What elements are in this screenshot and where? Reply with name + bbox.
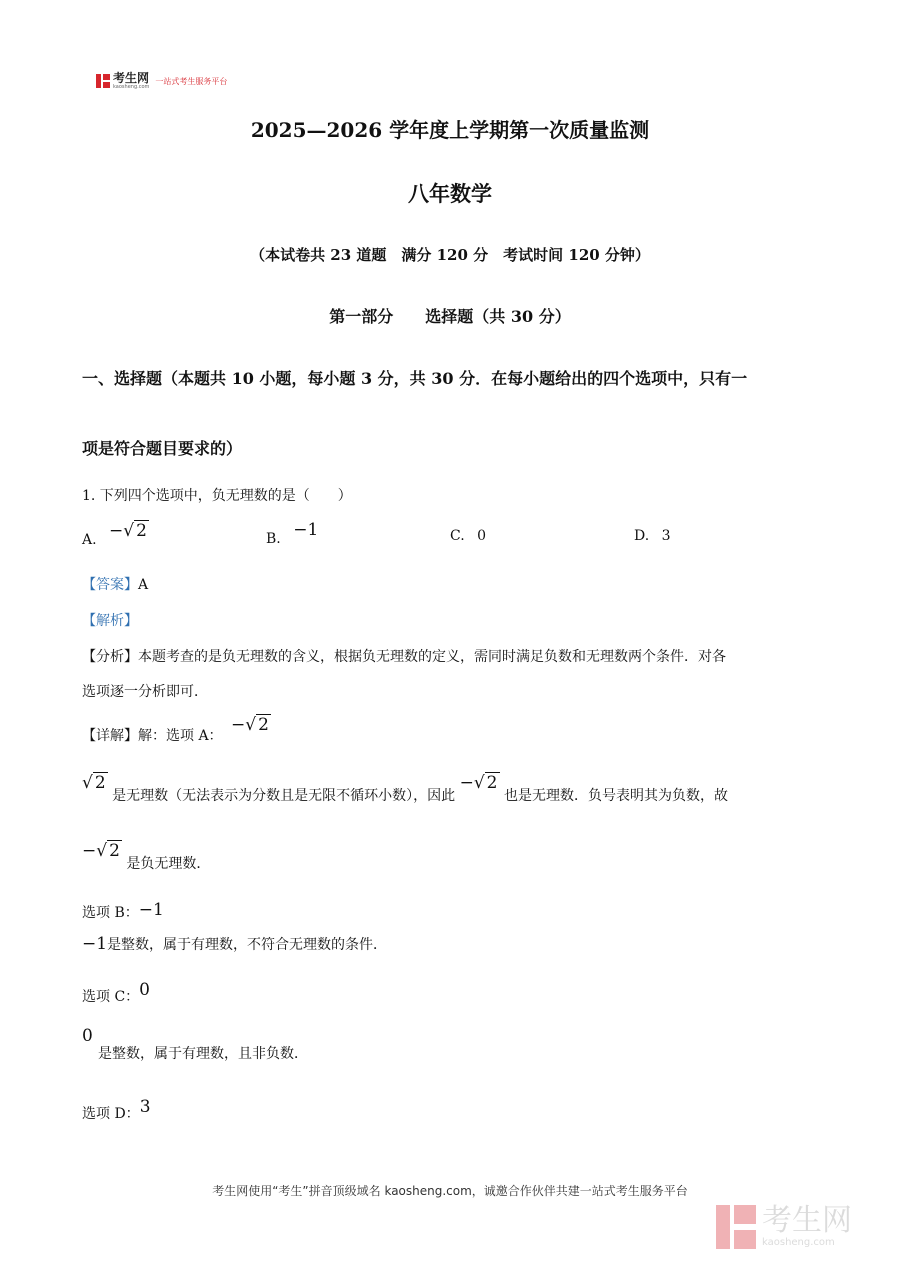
exam-info: （本试卷共 23 道题 满分 120 分 考试时间 120 分钟） <box>250 246 650 264</box>
logo-tagline: 一站式考生服务平台 <box>155 76 228 86</box>
b-value: −1 <box>138 900 164 920</box>
analysis-tag: 【解析】 <box>82 613 138 629</box>
option-d-value: 3 <box>661 528 671 544</box>
detail-intro: 解：选项 A： <box>138 728 223 744</box>
b-text: 是整数，属于有理数，不符合无理数的条件． <box>107 937 388 953</box>
exam-title: 2025—2026 学年度上学期第一次质量监测 <box>250 118 650 142</box>
section-heading-line1: 一、选择题（本题共 10 小题，每小题 3 分，共 30 分．在每小题给出的四个选项中，只有一 <box>82 369 748 388</box>
kaosheng-logo-icon <box>96 74 110 88</box>
b-value-inline: −1 <box>82 934 108 954</box>
watermark <box>716 1205 852 1249</box>
d-label: 选项 D： <box>82 1106 140 1122</box>
watermark-domain: kaosheng.com <box>762 1237 835 1248</box>
question-1-stem: 1. 下列四个选项中，负无理数的是（ ） <box>82 488 352 504</box>
option-d-label: D. <box>634 528 650 544</box>
logo-name: 考生网 <box>113 71 150 85</box>
fenxi-line1 <box>82 646 726 666</box>
watermark-name: 考生网 <box>762 1203 852 1238</box>
b-label: 选项 B： <box>82 905 139 921</box>
a-text1: 是无理数（无法表示为分数且是无限不循环小数），因此 <box>112 788 456 804</box>
a-text2: 也是无理数．负号表明其为负数，故 <box>503 788 728 804</box>
option-a-explanation: √ 2 是无理数（无法表示为分数且是无限不循环小数），因此 −√ 2 也是无理数．负号表明其为负数，故 <box>82 773 728 804</box>
part-heading: 第一部分 选择题（共 30 分） <box>329 307 571 326</box>
option-a <box>82 520 149 548</box>
a-text3: 是负无理数． <box>126 856 211 872</box>
section-heading-line2: 项是符合题目要求的） <box>82 439 243 458</box>
option-c <box>450 528 486 544</box>
exam-subject: 八年数学 <box>408 181 492 206</box>
c-label: 选项 C： <box>82 989 140 1005</box>
option-b-value: −1 <box>293 520 319 540</box>
fenxi-tag: 【分析】 <box>82 649 138 665</box>
option-c-heading <box>82 980 150 1006</box>
option-d-heading <box>82 1097 151 1123</box>
option-a-minus: − <box>109 521 124 541</box>
sqrt-symbol: √ 2 <box>123 521 147 541</box>
c-text: 是整数，属于有理数，且非负数． <box>98 1046 308 1062</box>
option-b-explanation <box>82 934 387 954</box>
option-c-label: C. <box>450 528 465 544</box>
option-a-label: A. <box>82 532 97 548</box>
watermark-logo-icon <box>716 1205 756 1249</box>
c-value: 0 <box>139 980 150 1000</box>
fenxi-text2: 选项逐一分析即可． <box>82 684 208 700</box>
option-c-value: 0 <box>477 528 487 544</box>
option-b <box>266 520 318 547</box>
option-b-heading <box>82 900 164 922</box>
footer-text: 考生网使用“考生”拼音顶级域名 kaosheng.com，诚邀合作伙伴共建一站式考生服务平台 <box>212 1184 688 1198</box>
header-logo <box>96 72 227 90</box>
answer-value: A <box>138 577 149 593</box>
fenxi-text1: 本题考查的是负无理数的含义，根据负无理数的定义，需同时满足负数和无理数两个条件．对各 <box>138 649 726 665</box>
option-a-conclusion: −√ 2 是负无理数． <box>82 841 211 872</box>
option-d <box>634 528 671 544</box>
logo-domain: kaosheng.com <box>113 84 150 90</box>
answer-line <box>82 574 148 594</box>
detail-line: 【详解】解：选项 A： −√ 2 <box>82 715 269 744</box>
option-b-label: B. <box>266 531 281 547</box>
option-c-value-inline: 0 <box>82 1026 93 1046</box>
d-value: 3 <box>139 1097 151 1117</box>
detail-tag: 【详解】 <box>82 728 138 744</box>
answer-tag: 【答案】 <box>82 577 138 593</box>
